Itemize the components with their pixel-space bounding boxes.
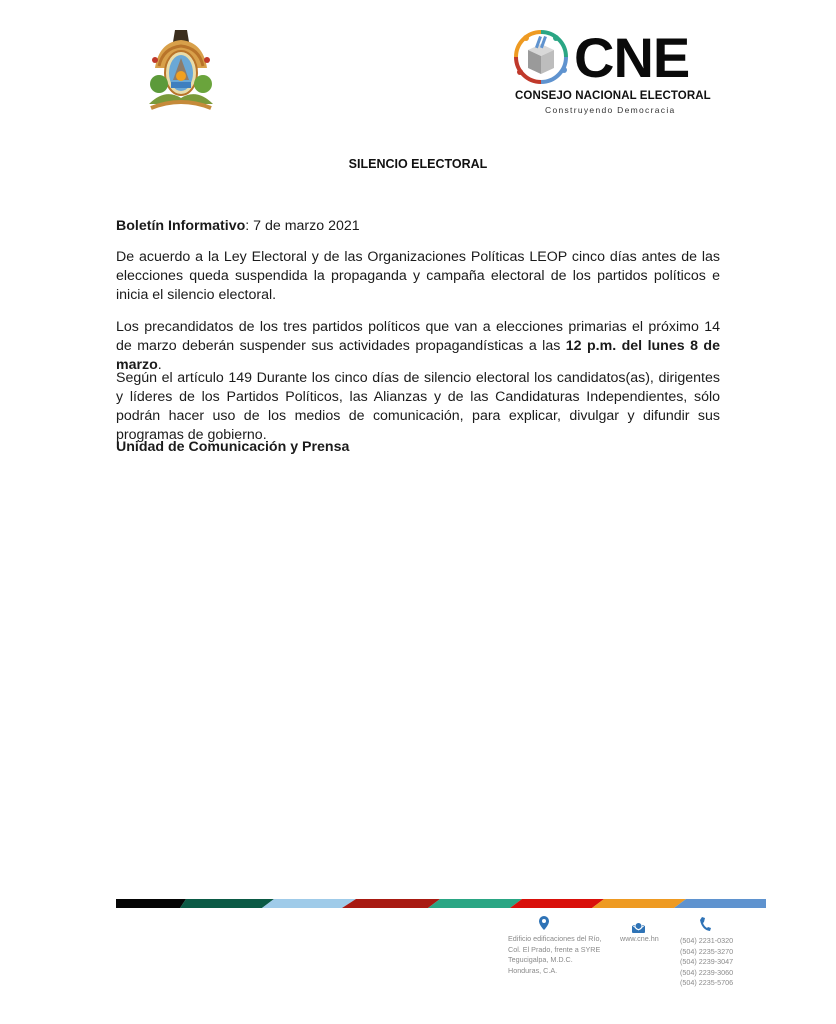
paragraph-precandidates-text: Los precandidatos de los tres partidos políticos que van a elecciones primarias el próximo 14 de marzo deberán suspender sus actividades propagandísticas a las [116, 319, 720, 354]
address-line: Col. El Prado, frente a SYRE [508, 944, 601, 954]
footer-color-stripe [116, 895, 766, 904]
honduras-coat-of-arms-logo [145, 28, 217, 112]
address-line: Edificio edificaciones del Río, [508, 934, 602, 943]
deadline-highlight: 12 p.m. del lunes 8 de marzo [116, 338, 720, 373]
ballot-box-icon [512, 28, 570, 86]
signature: Unidad de Comunicación y Prensa [116, 439, 350, 455]
footer-address [508, 934, 608, 976]
cne-organization-name: CONSEJO NACIONAL ELECTORAL [515, 90, 711, 102]
bulletin-date: : 7 de marzo 2021 [245, 218, 360, 234]
bulletin-line [116, 217, 720, 236]
website-link[interactable]: www.cne.hn [620, 934, 659, 943]
footer-website[interactable] [620, 934, 680, 945]
phone-number: (504) 2235-5706 [680, 978, 734, 987]
location-pin-icon [539, 916, 549, 935]
cne-tagline: Construyendo Democracia [545, 105, 676, 115]
address-line: Honduras, C.A. [508, 965, 558, 975]
footer-phones [680, 936, 750, 989]
paragraph-precandidates-end: . [157, 357, 162, 373]
phone-number: (504) 2239-3060 [680, 967, 734, 977]
phone-number: (504) 2239-3047 [680, 957, 734, 966]
cne-wordmark: CNE [574, 26, 690, 89]
paragraph-precandidates [116, 318, 720, 375]
document-title: SILENCIO ELECTORAL [348, 157, 488, 171]
cne-logo [512, 26, 711, 118]
phone-number: (504) 2235-3270 [680, 946, 734, 956]
phone-number: (504) 2231-0320 [680, 936, 734, 945]
address-line: Tegucigalpa, M.D.C. [508, 955, 573, 964]
bulletin-label: Boletín Informativo [116, 218, 246, 234]
phone-icon [700, 917, 711, 936]
paragraph-article-149: Según el artículo 149 Durante los cinco días de silencio electoral los candidatos(as), dirigentes y líderes de los Partidos Políticos, las Alianzas y de las Candidaturas Independientes, sólo podrán hacer uso de los medios de comunicación, para explicar, divulgar y difundir sus programas de gobierno. [116, 370, 720, 443]
paragraph-leop: De acuerdo a la Ley Electoral y de las Organizaciones Políticas LEOP cinco días antes de las elecciones queda suspendida la propaganda y campaña electoral de los partidos políticos e inicia el silencio electoral. [116, 249, 720, 303]
